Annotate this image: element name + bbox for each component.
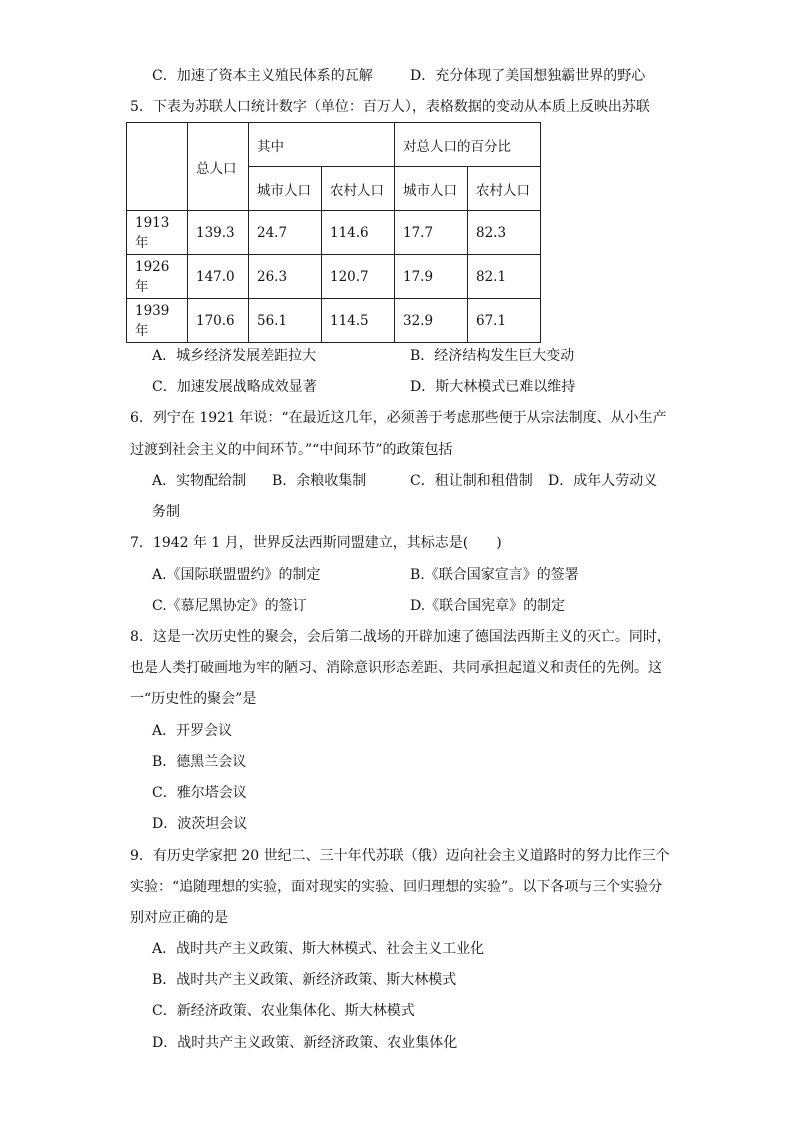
q9-option-b: B．战时共产主义政策、新经济政策、斯大林模式 (152, 972, 457, 988)
q8-option-c: C．雅尔塔会议 (152, 785, 247, 801)
row-urban-pct: 17.7 (395, 211, 468, 255)
header-rural: 农村人口 (322, 167, 395, 211)
q6-stem-line2: 过渡到社会主义的中间环节。”“中间环节”的政策包括 (130, 442, 453, 458)
header-urban: 城市人口 (249, 167, 322, 211)
header-total: 总人口 (188, 123, 249, 211)
q7-option-a: A.《国际联盟盟约》的制定 (152, 567, 321, 583)
row-rural-pct: 67.1 (468, 299, 541, 343)
row-urban: 26.3 (249, 255, 322, 299)
q4-option-c: C．加速了资本主义殖民体系的瓦解 (152, 68, 373, 84)
table-row (127, 211, 541, 255)
q8-stem-line3: 一“历史性的聚会”是 (130, 691, 257, 707)
row-year: 1926 年 (127, 255, 188, 299)
q6-option-a: A．实物配给制 (152, 473, 247, 489)
header-urban-pct: 城市人口 (395, 167, 468, 211)
q7-stem: 7．1942 年 1 月，世界反法西斯同盟建立，其标志是( ) (130, 535, 502, 551)
q7-option-d: D.《联合国宪章》的制定 (410, 598, 566, 614)
row-rural: 120.7 (322, 255, 395, 299)
q5-option-b: B．经济结构发生巨大变动 (410, 348, 575, 364)
row-year: 1913 年 (127, 211, 188, 255)
row-rural-pct: 82.3 (468, 211, 541, 255)
table-header-row (127, 123, 541, 167)
table-corner-cell (127, 123, 188, 211)
row-total: 139.3 (188, 211, 249, 255)
q7-option-b: B.《联合国家宣言》的签署 (410, 567, 579, 583)
row-rural: 114.5 (322, 299, 395, 343)
row-year: 1939 年 (127, 299, 188, 343)
row-urban-pct: 17.9 (395, 255, 468, 299)
q6-stem-line1: 6．列宁在 1921 年说：“在最近这几年，必须善于考虑那些便于从宗法制度、从小生产 (130, 410, 667, 426)
q9-option-d: D．战时共产主义政策、新经济政策、农业集体化 (152, 1035, 458, 1051)
q6-option-d: D．成年人劳动义 (548, 473, 658, 489)
q6-option-d-continued: 务制 (152, 504, 180, 520)
q9-stem-line2: 实验：“追随理想的实验，面对现实的实验、回归理想的实验”。以下各项与三个实验分 (130, 879, 663, 895)
header-among: 其中 (249, 123, 395, 167)
q8-option-a: A．开罗会议 (152, 723, 233, 739)
q7-option-c: C.《慕尼黑协定》的签订 (152, 598, 307, 614)
q5-option-c: C．加速发展战略成效显著 (152, 379, 317, 395)
q6-option-c: C．租让制和租借制 (410, 473, 533, 489)
q5-stem: 5．下表为苏联人口统计数字（单位：百万人），表格数据的变动从本质上反映出苏联 (130, 99, 650, 115)
q8-stem-line2: 也是人类打破画地为牢的陋习、消除意识形态差距、共同承担起道义和责任的先例。这 (130, 660, 662, 676)
row-rural-pct: 82.1 (468, 255, 541, 299)
header-percentage: 对总人口的百分比 (395, 123, 541, 167)
row-urban-pct: 32.9 (395, 299, 468, 343)
q6-option-b: B．余粮收集制 (272, 473, 367, 489)
row-urban: 24.7 (249, 211, 322, 255)
q5-option-a: A．城乡经济发展差距拉大 (152, 348, 317, 364)
row-total: 170.6 (188, 299, 249, 343)
row-urban: 56.1 (249, 299, 322, 343)
header-rural-pct: 农村人口 (468, 167, 541, 211)
q9-option-a: A．战时共产主义政策、斯大林模式、社会主义工业化 (152, 941, 485, 957)
table-row (127, 255, 541, 299)
q9-stem-line3: 别对应正确的是 (130, 910, 228, 926)
row-total: 147.0 (188, 255, 249, 299)
q5-option-d: D．斯大林模式已难以维持 (410, 379, 576, 395)
q9-option-c: C．新经济政策、农业集体化、斯大林模式 (152, 1003, 415, 1019)
q8-option-b: B．德黑兰会议 (152, 754, 247, 770)
q8-option-d: D．波茨坦会议 (152, 816, 248, 832)
table-row (127, 299, 541, 343)
q9-stem-line1: 9．有历史学家把 20 世纪二、三十年代苏联（俄）迈向社会主义道路时的努力比作三个 (130, 848, 670, 864)
row-rural: 114.6 (322, 211, 395, 255)
q8-stem-line1: 8．这是一次历史性的聚会，会后第二战场的开辟加速了德国法西斯主义的灭亡。同时， (130, 629, 671, 645)
population-table (126, 122, 541, 343)
q4-option-d: D．充分体现了美国想独霸世界的野心 (410, 68, 646, 84)
